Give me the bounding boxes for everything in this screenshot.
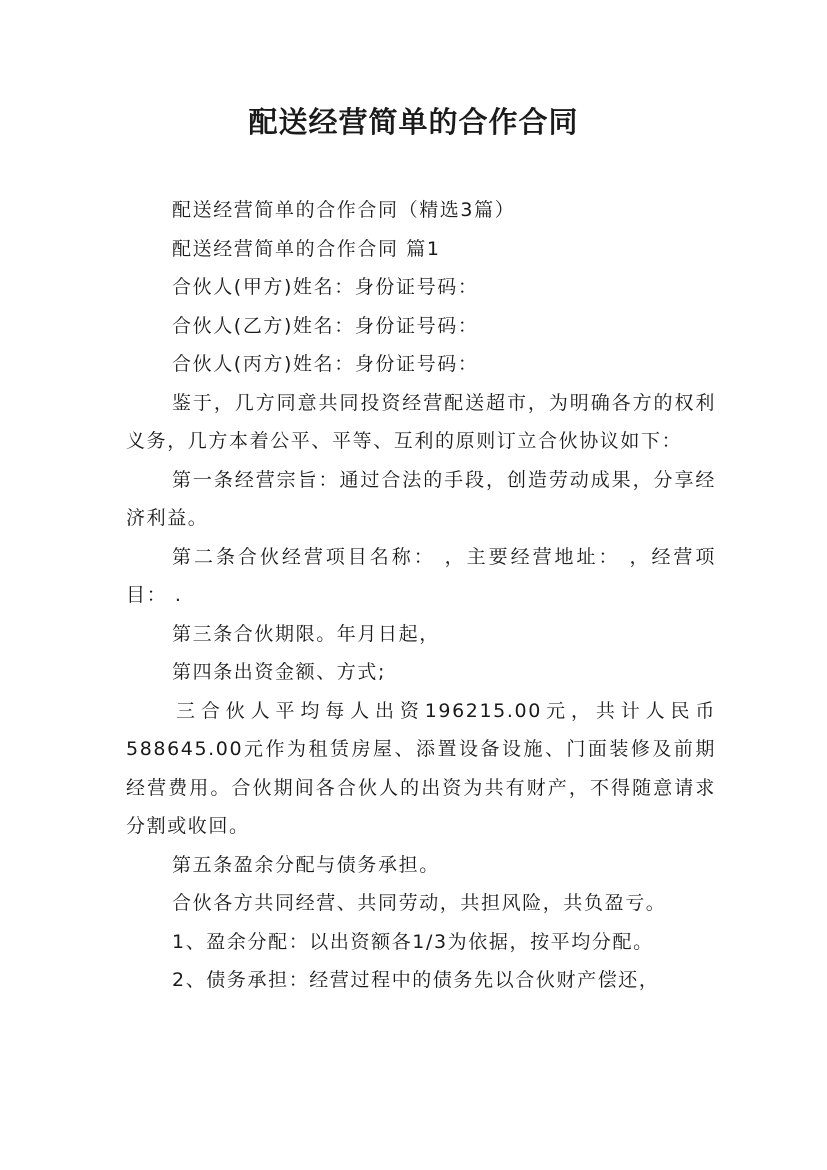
paragraph-debt-bearing: 2、债务承担：经营过程中的债务先以合伙财产偿还， <box>172 969 660 991</box>
document-body <box>126 191 716 1000</box>
paragraph-preamble: 鉴于，几方同意共同投资经营配送超市，为明确各方的权利义务，几方本着公平、平等、互利的原则订立合伙协议如下： <box>126 391 716 452</box>
paragraph-article-5: 第五条盈余分配与债务承担。 <box>172 853 440 876</box>
paragraph-article-4: 第四条出资金额、方式; <box>172 661 387 683</box>
document-title: 配送经营简单的合作合同 <box>248 105 579 139</box>
paragraph-article-3: 第三条合伙期限。年月日起， <box>172 622 440 645</box>
paragraph-article-1: 第一条经营宗旨：通过合法的手段，创造劳动成果，分享经济利益。 <box>126 468 716 529</box>
paragraph-subtitle: 配送经营简单的合作合同（精选3篇） <box>172 199 516 221</box>
paragraph-profit-distribution: 1、盈余分配：以出资额各1/3为依据，按平均分配。 <box>172 930 654 953</box>
paragraph-article-2: 第二条合伙经营项目名称： ，主要经营地址： ，经营项目： . <box>126 545 716 606</box>
paragraph-partner-a: 合伙人(甲方)姓名：身份证号码： <box>172 276 479 298</box>
paragraph-section-heading: 配送经营简单的合作合同 篇1 <box>172 237 441 260</box>
paragraph-capital-contribution: 三合伙人平均每人出资196215.00元，共计人民币588645.00元作为租赁房屋、添置设备设施、门面装修及前期经营费用。合伙期间各合伙人的出资为共有财产，不得随意请求分割或收回。 <box>126 699 716 837</box>
paragraph-partner-b: 合伙人(乙方)姓名：身份证号码： <box>172 314 479 337</box>
paragraph-partner-c: 合伙人(丙方)姓名：身份证号码： <box>172 353 479 375</box>
paragraph-shared-risk: 合伙各方共同经营、共同劳动，共担风险，共负盈亏。 <box>172 892 667 914</box>
